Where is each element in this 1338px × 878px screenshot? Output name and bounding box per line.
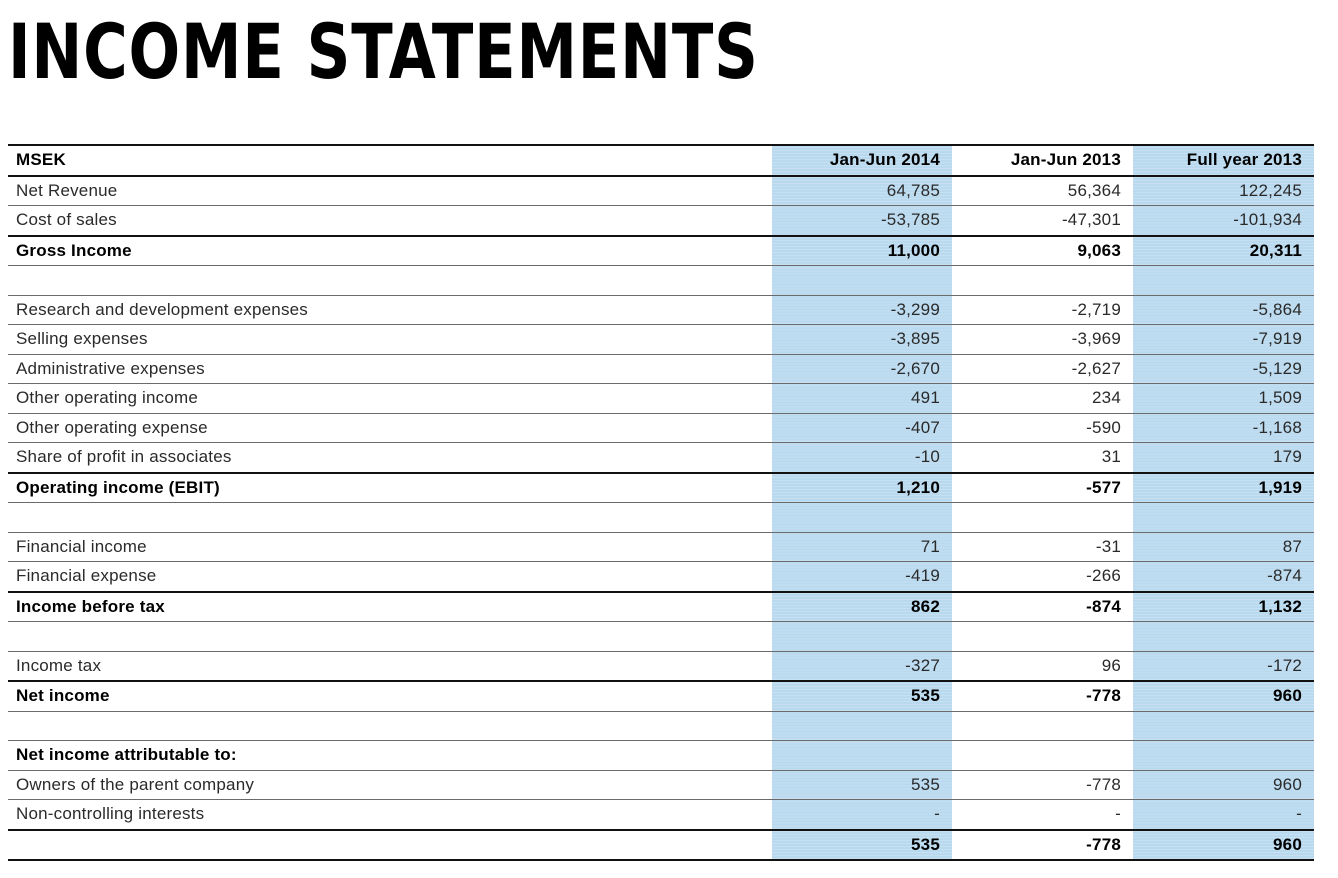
cell-jan-jun-2013: -577 bbox=[952, 473, 1133, 503]
page-title: INCOME STATEMENTS bbox=[8, 7, 759, 96]
row-label: Administrative expenses bbox=[8, 354, 772, 384]
cell-jan-jun-2013: -3,969 bbox=[952, 325, 1133, 355]
cell-jan-jun-2014: -3,299 bbox=[772, 295, 952, 325]
table-spacer-row bbox=[8, 266, 1314, 296]
table-spacer-row bbox=[8, 503, 1314, 533]
cell-jan-jun-2013: -778 bbox=[952, 681, 1133, 711]
table-row-financial-expense bbox=[8, 562, 1314, 592]
cell-jan-jun-2013: -590 bbox=[952, 413, 1133, 443]
table-row-administrative-expenses bbox=[8, 354, 1314, 384]
cell-full-year-2013: -5,864 bbox=[1133, 295, 1314, 325]
cell-full-year-2013: 960 bbox=[1133, 830, 1314, 861]
cell-jan-jun-2014: 535 bbox=[772, 830, 952, 861]
cell-jan-jun-2014: -419 bbox=[772, 562, 952, 592]
cell-jan-jun-2013: 9,063 bbox=[952, 236, 1133, 266]
row-label: Share of profit in associates bbox=[8, 443, 772, 473]
table-row-owners-of-parent bbox=[8, 770, 1314, 800]
cell-jan-jun-2014: 71 bbox=[772, 532, 952, 562]
row-label: Research and development expenses bbox=[8, 295, 772, 325]
cell-full-year-2013: -5,129 bbox=[1133, 354, 1314, 384]
cell-jan-jun-2014: 535 bbox=[772, 681, 952, 711]
income-statement-table bbox=[8, 144, 1314, 861]
cell-jan-jun-2013: -266 bbox=[952, 562, 1133, 592]
cell-full-year-2013: 960 bbox=[1133, 681, 1314, 711]
cell-jan-jun-2013: 234 bbox=[952, 384, 1133, 414]
cell-jan-jun-2014: 491 bbox=[772, 384, 952, 414]
table-row-other-operating-expense bbox=[8, 413, 1314, 443]
table-row-net-income-attributable-heading bbox=[8, 741, 1314, 771]
table-row-gross-income bbox=[8, 236, 1314, 266]
cell-full-year-2013 bbox=[1133, 741, 1314, 771]
cell-jan-jun-2014: -3,895 bbox=[772, 325, 952, 355]
cell-full-year-2013: -1,168 bbox=[1133, 413, 1314, 443]
row-label: Financial expense bbox=[8, 562, 772, 592]
cell-jan-jun-2013: -778 bbox=[952, 770, 1133, 800]
table-spacer-row bbox=[8, 711, 1314, 741]
row-label: Cost of sales bbox=[8, 206, 772, 236]
cell-jan-jun-2014: 862 bbox=[772, 592, 952, 622]
row-label: Financial income bbox=[8, 532, 772, 562]
cell-full-year-2013: -7,919 bbox=[1133, 325, 1314, 355]
table-row-income-before-tax bbox=[8, 592, 1314, 622]
cell-full-year-2013: 1,132 bbox=[1133, 592, 1314, 622]
cell-jan-jun-2014: -407 bbox=[772, 413, 952, 443]
row-label: Net income bbox=[8, 681, 772, 711]
cell-jan-jun-2013: -778 bbox=[952, 830, 1133, 861]
cell-full-year-2013: 20,311 bbox=[1133, 236, 1314, 266]
row-label: Income tax bbox=[8, 651, 772, 681]
cell-full-year-2013: -101,934 bbox=[1133, 206, 1314, 236]
row-label: Income before tax bbox=[8, 592, 772, 622]
cell-jan-jun-2014: 535 bbox=[772, 770, 952, 800]
column-header-msek: MSEK bbox=[8, 145, 772, 176]
table-row-net-income bbox=[8, 681, 1314, 711]
table-row-total bbox=[8, 830, 1314, 861]
cell-full-year-2013: 960 bbox=[1133, 770, 1314, 800]
cell-jan-jun-2014: 11,000 bbox=[772, 236, 952, 266]
row-label: Other operating expense bbox=[8, 413, 772, 443]
cell-jan-jun-2014: -327 bbox=[772, 651, 952, 681]
cell-jan-jun-2013: -2,627 bbox=[952, 354, 1133, 384]
income-statement-table-container bbox=[8, 144, 1314, 861]
row-label: Other operating income bbox=[8, 384, 772, 414]
table-row-other-operating-income bbox=[8, 384, 1314, 414]
cell-jan-jun-2013: 31 bbox=[952, 443, 1133, 473]
table-row-operating-income-ebit bbox=[8, 473, 1314, 503]
row-label: Owners of the parent company bbox=[8, 770, 772, 800]
cell-full-year-2013: -874 bbox=[1133, 562, 1314, 592]
cell-jan-jun-2013: - bbox=[952, 800, 1133, 830]
cell-full-year-2013: - bbox=[1133, 800, 1314, 830]
column-header-jan-jun-2014: Jan-Jun 2014 bbox=[772, 145, 952, 176]
row-label: Net income attributable to: bbox=[8, 741, 772, 771]
table-header-row bbox=[8, 145, 1314, 176]
table-row-net-revenue bbox=[8, 176, 1314, 206]
table-row-selling-expenses bbox=[8, 325, 1314, 355]
row-label: Net Revenue bbox=[8, 176, 772, 206]
row-label: Operating income (EBIT) bbox=[8, 473, 772, 503]
row-label bbox=[8, 830, 772, 861]
cell-full-year-2013: 87 bbox=[1133, 532, 1314, 562]
row-label: Non-controlling interests bbox=[8, 800, 772, 830]
cell-jan-jun-2014: -10 bbox=[772, 443, 952, 473]
cell-full-year-2013: 1,919 bbox=[1133, 473, 1314, 503]
cell-full-year-2013: -172 bbox=[1133, 651, 1314, 681]
table-row-non-controlling-interests bbox=[8, 800, 1314, 830]
cell-full-year-2013: 1,509 bbox=[1133, 384, 1314, 414]
column-header-full-year-2013: Full year 2013 bbox=[1133, 145, 1314, 176]
cell-jan-jun-2014: -2,670 bbox=[772, 354, 952, 384]
cell-jan-jun-2013: 96 bbox=[952, 651, 1133, 681]
table-row-cost-of-sales bbox=[8, 206, 1314, 236]
cell-jan-jun-2014 bbox=[772, 741, 952, 771]
cell-jan-jun-2014: 64,785 bbox=[772, 176, 952, 206]
cell-jan-jun-2014: 1,210 bbox=[772, 473, 952, 503]
cell-jan-jun-2013 bbox=[952, 741, 1133, 771]
cell-full-year-2013: 179 bbox=[1133, 443, 1314, 473]
cell-jan-jun-2013: -47,301 bbox=[952, 206, 1133, 236]
row-label: Selling expenses bbox=[8, 325, 772, 355]
table-row-financial-income bbox=[8, 532, 1314, 562]
cell-jan-jun-2013: 56,364 bbox=[952, 176, 1133, 206]
column-header-jan-jun-2013: Jan-Jun 2013 bbox=[952, 145, 1133, 176]
cell-full-year-2013: 122,245 bbox=[1133, 176, 1314, 206]
cell-jan-jun-2014: -53,785 bbox=[772, 206, 952, 236]
cell-jan-jun-2013: -874 bbox=[952, 592, 1133, 622]
table-row-income-tax bbox=[8, 651, 1314, 681]
cell-jan-jun-2014: - bbox=[772, 800, 952, 830]
row-label: Gross Income bbox=[8, 236, 772, 266]
table-row-research-development bbox=[8, 295, 1314, 325]
cell-jan-jun-2013: -2,719 bbox=[952, 295, 1133, 325]
cell-jan-jun-2013: -31 bbox=[952, 532, 1133, 562]
table-row-share-of-profit-associates bbox=[8, 443, 1314, 473]
table-spacer-row bbox=[8, 622, 1314, 652]
